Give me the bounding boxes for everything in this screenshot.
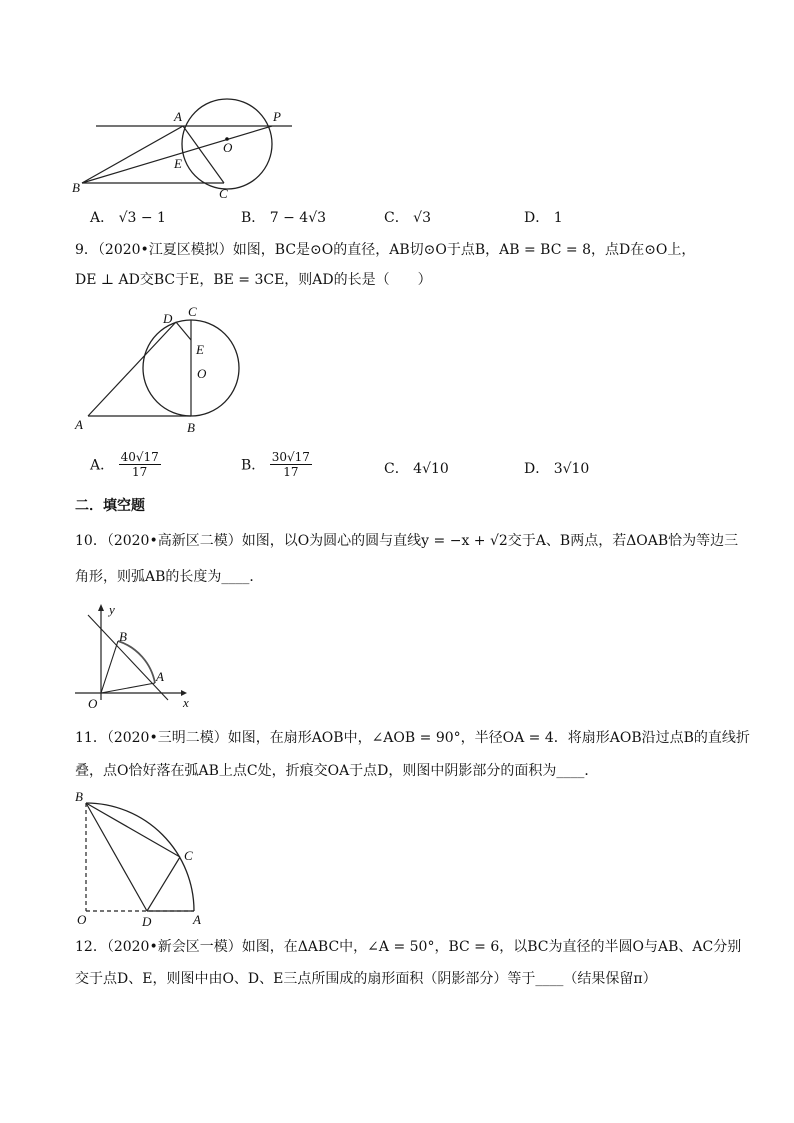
q9-label-D: D — [163, 311, 173, 326]
q10-label-A: A — [156, 669, 164, 684]
q8-label-P: P — [273, 109, 281, 124]
q11-segment-BC — [86, 803, 180, 857]
q11-line-1: 11．（2020•三明二模）如图，在扇形AOB中，∠AOB = 90°，半径OA = 4．将扇形AOB沿过点B的直线折 — [75, 730, 750, 746]
q10-label-y: y — [109, 602, 115, 617]
q11-label-D: D — [142, 914, 152, 929]
q8-label-E: E — [174, 156, 182, 171]
q10-label-x: x — [183, 695, 189, 710]
q9-option-c-key: C． — [384, 461, 409, 477]
q11-fold-BD — [86, 803, 147, 911]
q9-option-c-value: 4√10 — [413, 461, 449, 477]
q11-label-A: A — [193, 912, 201, 927]
q8-label-O: O — [223, 140, 233, 155]
q9-label-E: E — [196, 342, 204, 357]
q9-option-a-numerator: 40√17 — [120, 450, 159, 464]
q9-line-2: DE ⊥ AD交BC于E，BE = 3CE，则AD的长是（ ） — [75, 272, 432, 288]
q11-sector-arc — [86, 803, 194, 911]
q8-option-c-value: √3 — [413, 210, 431, 226]
q8-option-c-key: C． — [384, 210, 409, 226]
q8-option-a-key: A． — [90, 210, 115, 226]
q12-line-1: 12．（2020•新会区一模）如图，在ΔABC中，∠A = 50°，BC = 6，以BC为直径的半圆O与AB、AC分别 — [75, 939, 742, 955]
q11-label-B: B — [75, 789, 83, 804]
q8-option-d-key: D． — [524, 210, 550, 226]
q8-label-B: B — [72, 180, 80, 195]
q9-line-1: 9．（2020•江夏区模拟）如图，BC是⊙O的直径，AB切⊙O于点B，AB = BC = 8，点D在⊙O上， — [75, 242, 696, 258]
q10-line-1: 10．（2020•高新区二模）如图，以O为圆心的圆与直线y = −x + √2交于A、B两点，若ΔOAB恰为等边三 — [75, 533, 739, 549]
q8-option-b-key: B． — [241, 210, 266, 226]
q9-option-b-key: B． — [241, 457, 266, 474]
q9-option-a-denominator: 17 — [132, 465, 148, 479]
q9-option-a-key: A． — [90, 457, 115, 474]
q11-label-C: C — [184, 848, 193, 863]
q12-line-2: 交于点D、E，则图中由O、D、E三点所围成的扇形面积（阴影部分）等于____（结果保留π） — [75, 971, 657, 987]
q8-option-a-value: √3 − 1 — [118, 210, 166, 226]
q8-option-b-value: 7 − 4√3 — [269, 210, 327, 226]
q8-label-C: C — [219, 186, 228, 201]
q9-label-C: C — [188, 304, 197, 319]
q11-line-2: 叠，点O恰好落在弧AB上点C处，折痕交OA于点D，则图中阴影部分的面积为____． — [75, 763, 599, 779]
q11-segment-CD — [147, 857, 180, 911]
section-title: 二．填空题 — [75, 498, 145, 514]
q10-line-2: 角形，则弧AB的长度为____． — [75, 569, 264, 585]
q9-option-d-value: 3√10 — [553, 461, 590, 477]
q10-label-B: B — [119, 629, 127, 644]
q10-label-O: O — [88, 696, 98, 711]
q9-label-O: O — [197, 366, 207, 381]
q9-label-A: A — [75, 417, 83, 432]
q9-option-d-key: D． — [524, 461, 550, 477]
q9-option-b-denominator: 17 — [283, 465, 299, 479]
q8-option-d-value: 1 — [553, 210, 563, 226]
q11-label-O: O — [77, 912, 87, 927]
q8-label-A: A — [174, 109, 182, 124]
q9-option-b-numerator: 30√17 — [271, 450, 310, 464]
q9-label-B: B — [187, 420, 195, 435]
